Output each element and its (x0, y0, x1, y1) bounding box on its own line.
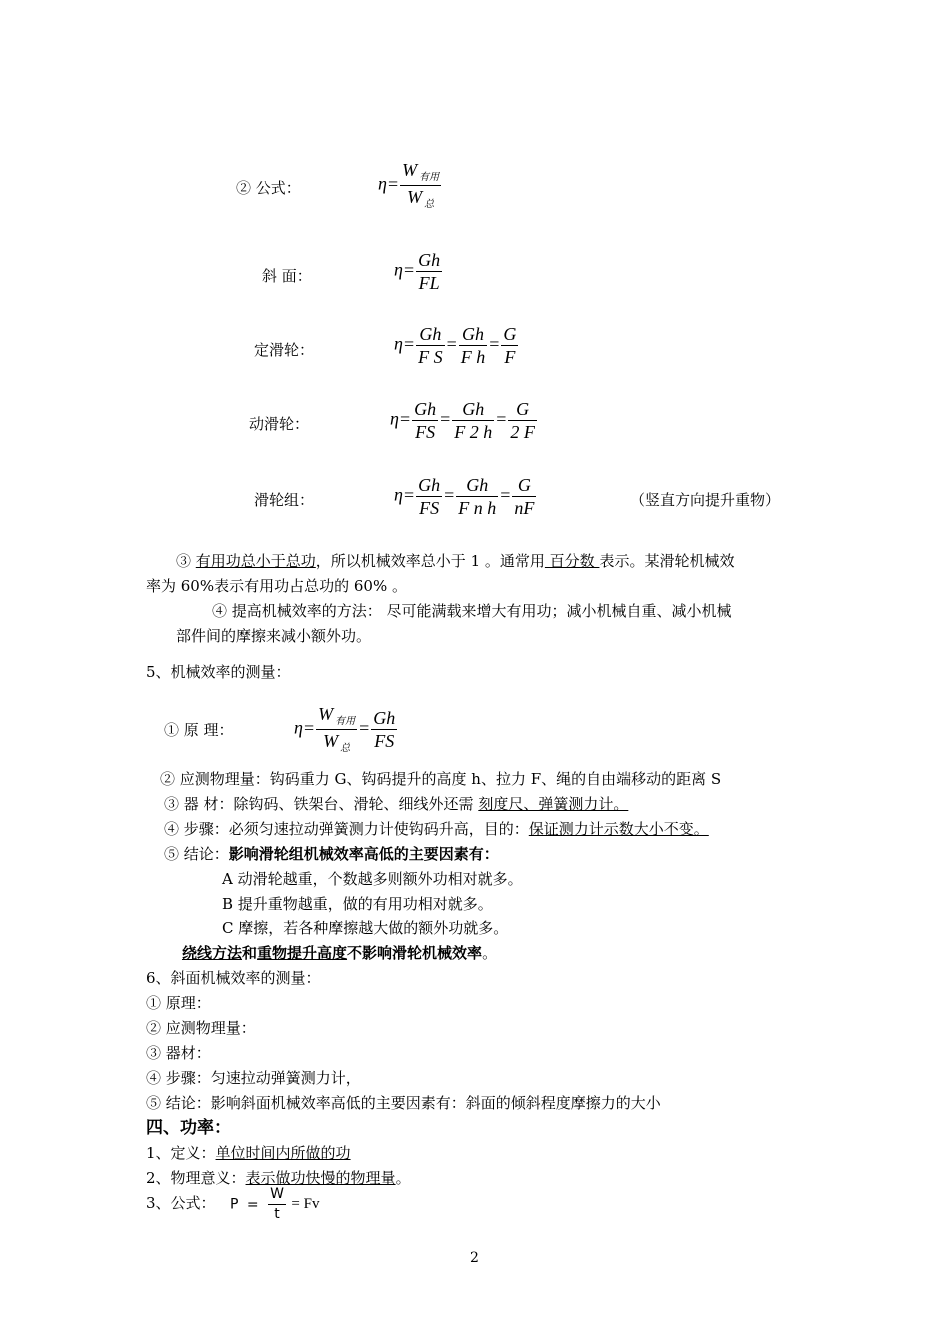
incline-principle: ① 原理： (146, 994, 211, 1012)
text: 不影响滑轮机械效率 (347, 944, 483, 962)
text: ③ 器 材：除钩码、铁架台、滑轮、细线外还需 (164, 795, 479, 813)
paragraph-4-line-1: ④ 提高机械效率的方法： 尽可能满载来增大有用功；减小机械自重、减小机械 (212, 602, 732, 620)
fraction (452, 399, 494, 442)
fixed-pulley-label: 定滑轮： (254, 341, 315, 359)
fraction (412, 399, 438, 442)
underlined-text: 单位时间内所做的功 (215, 1144, 351, 1162)
underlined-text: 绕线方法 (182, 944, 243, 962)
numerator: G (503, 324, 517, 344)
text: ，所以机械效率总小于 1 。通常用 (315, 552, 545, 570)
fraction (508, 399, 537, 442)
text: ③ (176, 552, 196, 570)
factor-a: A 动滑轮越重，个数越多则额外功相对就多。 (222, 870, 523, 888)
movable-pulley-formula (390, 399, 538, 442)
text: 和 (242, 944, 258, 962)
underlined-text: 表示做功快慢的物理量 (245, 1169, 396, 1187)
efficiency-formula-general (378, 160, 442, 211)
equals-sign: = (246, 1196, 259, 1213)
power-meaning (146, 1168, 411, 1188)
fraction (456, 475, 498, 518)
eta-symbol: η (394, 484, 403, 505)
fraction (416, 475, 442, 518)
incline-steps: ④ 步骤：匀速拉动弹簧测力计， (146, 1069, 361, 1087)
power-symbol: P (230, 1196, 239, 1213)
text: ⑤ 结论： (164, 845, 229, 863)
winding-note (182, 943, 497, 963)
text: 1、定义： (146, 1144, 216, 1162)
equals-sign: = (403, 484, 415, 505)
numerator: Gh (373, 708, 396, 728)
power-formula (230, 1186, 319, 1223)
fraction (512, 475, 536, 518)
fraction (459, 324, 488, 367)
eta-symbol: η (394, 259, 403, 280)
power-definition (146, 1143, 351, 1163)
numerator: G (512, 475, 536, 497)
denominator: t (274, 1206, 280, 1222)
equals-sign: = (403, 333, 415, 354)
text: 。 (395, 1169, 411, 1187)
equals-sign: = (303, 717, 315, 738)
steps-line (164, 819, 709, 839)
fill-in-blank: 刻度尺、弹簧测力计。 (478, 795, 629, 813)
numerator: W (402, 160, 418, 180)
incline-equipment: ③ 器材： (146, 1044, 211, 1062)
denominator: FS (415, 422, 436, 442)
fraction (501, 324, 518, 367)
quantities-to-measure: ② 应测物理量：钩码重力 G、钩码提升的高度 h、拉力 F、绳的自由端移动的距离 S (160, 770, 722, 788)
paragraph-3-line-1 (176, 551, 734, 571)
bold-text: 影响滑轮组机械效率高低的主要因素有： (228, 845, 499, 863)
numerator: Gh (416, 324, 445, 346)
fraction (316, 704, 357, 755)
subscript: 总 (424, 199, 435, 210)
fraction (416, 324, 445, 367)
subscript: 有用 (335, 716, 356, 727)
numerator: Gh (414, 399, 437, 419)
numerator: Gh (459, 324, 488, 346)
numerator: Gh (456, 475, 498, 497)
fraction (400, 160, 441, 211)
equals-sign: = (387, 173, 399, 194)
text: 表示。某滑轮机械效 (599, 552, 735, 570)
denominator: F S (418, 347, 443, 367)
equals-sign: = (446, 333, 457, 354)
pulley-block-note: （竖直方向提升重物） (630, 491, 781, 509)
pulley-block-formula (394, 475, 537, 518)
denominator: F h (460, 347, 486, 367)
text: 。 (482, 944, 498, 962)
eta-symbol: η (390, 408, 399, 429)
equals-sign: = (403, 259, 415, 280)
text: ④ 步骤：必须匀速拉动弹簧测力计使钩码升高，目的： (164, 820, 529, 838)
denominator: FL (418, 273, 440, 293)
text: = Fv (291, 1196, 320, 1212)
denominator: FS (374, 731, 395, 751)
paragraph-4-line-2: 部件间的摩擦来减小额外功。 (176, 627, 372, 645)
underlined-text: 有用功总小于总功 (195, 552, 316, 570)
power-formula-label: 3、公式： (146, 1194, 216, 1212)
equals-sign: = (399, 408, 411, 429)
fixed-pulley-formula (394, 324, 519, 367)
incline-formula (394, 250, 443, 293)
denominator: F n h (458, 498, 497, 518)
eta-symbol: η (378, 173, 387, 194)
fraction (416, 250, 442, 293)
fraction (268, 1186, 286, 1223)
equipment-line (164, 794, 628, 814)
paragraph-3-line-2: 率为 60%表示有用功占总功的 60% 。 (146, 577, 407, 595)
conclusion-line (164, 844, 499, 864)
denominator: 2 F (510, 422, 535, 442)
numerator: Gh (418, 475, 441, 495)
eta-symbol: η (294, 717, 303, 738)
factor-b: B 提升重物越重，做的有用功相对就多。 (222, 895, 493, 913)
numerator: Gh (452, 399, 494, 421)
subscript: 有用 (419, 172, 440, 183)
measurement-formula (294, 704, 398, 755)
equals-sign: = (359, 717, 370, 738)
numerator: W (318, 704, 334, 724)
formula-label: ② 公式： (236, 179, 301, 197)
factor-c: C 摩擦，若各种摩擦越大做的额外功就多。 (222, 919, 509, 937)
power-heading: 四、功率： (146, 1118, 231, 1138)
incline-conclusion: ⑤ 结论：影响斜面机械效率高低的主要因素有：斜面的倾斜程度摩擦力的大小 (146, 1094, 661, 1112)
denominator: W (323, 731, 339, 751)
movable-pulley-label: 动滑轮： (249, 415, 310, 433)
incline-quantities: ② 应测物理量： (146, 1019, 256, 1037)
equals-sign: = (440, 408, 451, 429)
equals-sign: = (489, 333, 500, 354)
fraction (371, 708, 397, 751)
pulley-block-label: 滑轮组： (254, 491, 315, 509)
numerator: G (508, 399, 537, 421)
fill-in-blank: 百分数 (544, 552, 600, 570)
section-6-title: 6、斜面机械效率的测量： (146, 969, 321, 987)
equals-sign: = (444, 484, 455, 505)
subscript: 总 (340, 743, 351, 754)
numerator: W (268, 1186, 286, 1205)
eta-symbol: η (394, 333, 403, 354)
incline-label: 斜 面： (262, 267, 312, 285)
underlined-text: 重物提升高度 (257, 944, 348, 962)
section-5-title: 5、机械效率的测量： (146, 663, 291, 681)
denominator: W (407, 187, 423, 207)
equals-sign: = (496, 408, 507, 429)
denominator: FS (419, 498, 440, 518)
numerator: Gh (418, 250, 441, 270)
page-number: 2 (470, 1250, 479, 1266)
fill-in-blank: 保证测力计示数大小不变。 (528, 820, 709, 838)
equals-sign: = (500, 484, 511, 505)
denominator: nF (514, 498, 535, 518)
text: 2、物理意义： (146, 1169, 246, 1187)
principle-label: ① 原 理： (164, 721, 234, 739)
denominator: F 2 h (454, 422, 493, 442)
denominator: F (504, 347, 516, 367)
